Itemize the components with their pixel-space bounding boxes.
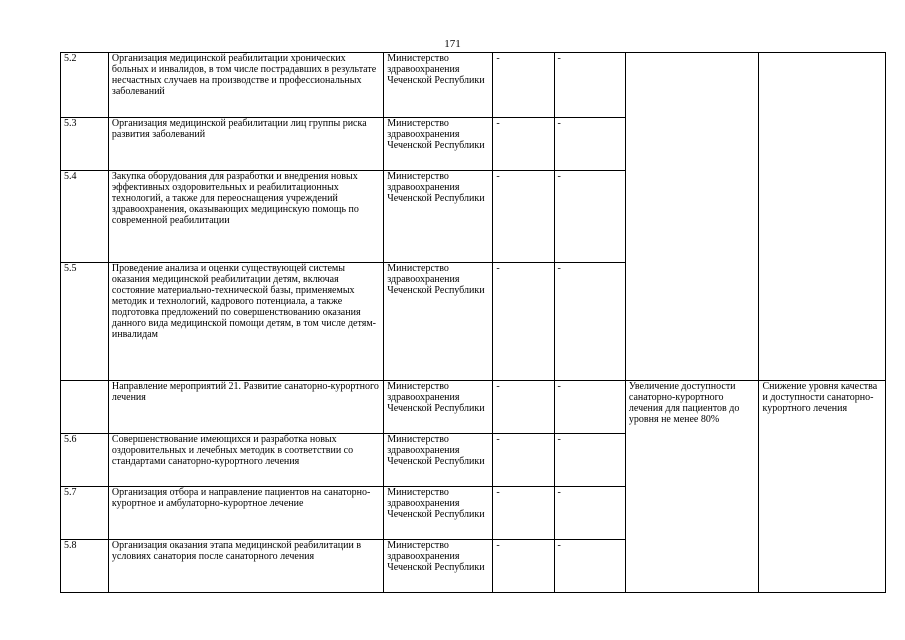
date-end-cell: -	[554, 118, 625, 171]
date-start-cell: -	[493, 53, 554, 118]
activity-cell: Совершенствование имеющихся и разработка новых оздоровительных и лечебных методик в соответствии со стандартами санаторно-курортного лечения	[108, 434, 383, 487]
date-start-cell: -	[493, 434, 554, 487]
department-cell: Министерство здравоохранения Чеченской Республики	[384, 434, 493, 487]
date-end-cell: -	[554, 487, 625, 540]
measures-table	[60, 52, 886, 593]
date-start-cell: -	[493, 263, 554, 381]
row-number: 5.2	[61, 53, 109, 118]
result-cell-empty	[625, 53, 759, 381]
date-start-cell: -	[493, 487, 554, 540]
result-cell: Увеличение доступности санаторно-курортного лечения для пациентов до уровня не менее 80%	[625, 381, 759, 593]
activity-cell: Организация медицинской реабилитации лиц группы риска развития заболеваний	[108, 118, 383, 171]
page-number: 171	[444, 38, 461, 50]
date-start-cell: -	[493, 381, 554, 434]
date-start-cell: -	[493, 118, 554, 171]
date-end-cell: -	[554, 434, 625, 487]
activity-cell: Организация отбора и направление пациентов на санаторно-курортное и амбулаторно-курортное лечение	[108, 487, 383, 540]
activity-cell: Организация медицинской реабилитации хронических больных и инвалидов, в том числе пострадавших в результате несчастных случаев на производстве и профессиональных заболеваний	[108, 53, 383, 118]
activity-cell: Направление мероприятий 21. Развитие санаторно-курортного лечения	[108, 381, 383, 434]
table-row	[61, 53, 886, 118]
date-end-cell: -	[554, 263, 625, 381]
date-start-cell: -	[493, 540, 554, 593]
row-number	[61, 381, 109, 434]
department-cell: Министерство здравоохранения Чеченской Республики	[384, 171, 493, 263]
table-row-direction	[61, 381, 886, 434]
row-number: 5.5	[61, 263, 109, 381]
row-number: 5.8	[61, 540, 109, 593]
department-cell: Министерство здравоохранения Чеченской Республики	[384, 487, 493, 540]
row-number: 5.6	[61, 434, 109, 487]
row-number: 5.4	[61, 171, 109, 263]
department-cell: Министерство здравоохранения Чеченской Республики	[384, 540, 493, 593]
department-cell: Министерство здравоохранения Чеченской Республики	[384, 263, 493, 381]
department-cell: Министерство здравоохранения Чеченской Республики	[384, 53, 493, 118]
date-end-cell: -	[554, 53, 625, 118]
activity-cell: Закупка оборудования для разработки и внедрения новых эффективных оздоровительных и реабилитационных технологий, а также для переоснащения учреждений здравоохранения, оказывающих медицинскую помощь по современной реабилитации	[108, 171, 383, 263]
activity-cell: Организация оказания этапа медицинской реабилитации в условиях санатория после санаторного лечения	[108, 540, 383, 593]
department-cell: Министерство здравоохранения Чеченской Республики	[384, 381, 493, 434]
date-end-cell: -	[554, 381, 625, 434]
indicator-cell-empty	[759, 53, 886, 381]
row-number: 5.7	[61, 487, 109, 540]
indicator-cell: Снижение уровня качества и доступности санаторно-курортного лечения	[759, 381, 886, 593]
row-number: 5.3	[61, 118, 109, 171]
date-start-cell: -	[493, 171, 554, 263]
date-end-cell: -	[554, 171, 625, 263]
activity-cell: Проведение анализа и оценки существующей системы оказания медицинской реабилитации детям, включая состояние материально-технической базы, применяемых методик и технологий, кадрового потенциала, а также подготовка предложений по совершенствованию оказания данного вида медицинской помощи детям, в том числе детям-инвалидам	[108, 263, 383, 381]
department-cell: Министерство здравоохранения Чеченской Республики	[384, 118, 493, 171]
date-end-cell: -	[554, 540, 625, 593]
